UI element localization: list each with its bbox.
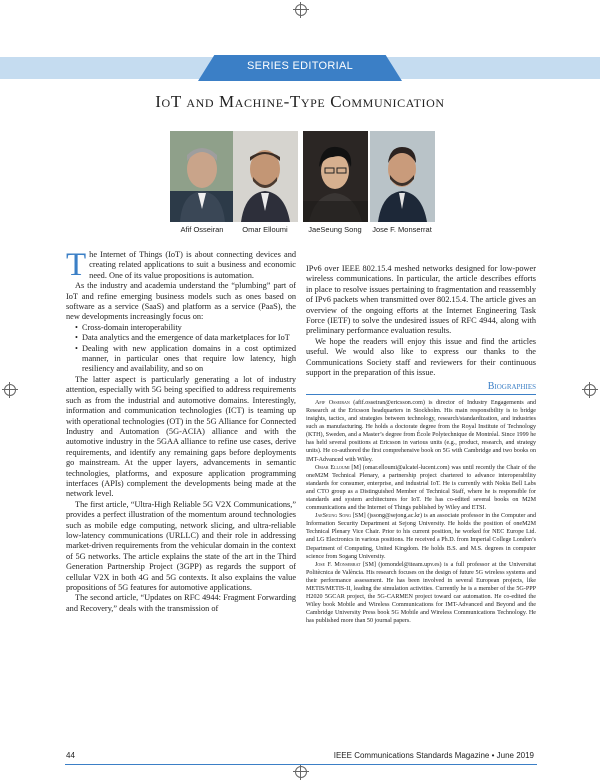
- editor-name: Omar Elloumi: [242, 225, 288, 234]
- body-paragraph: The first article, “Ultra-High Reliable 5G V2X Communications,” provides a perfect illustration of the momentum around technologies such as mobile edge computing, network slicing, and ultra-reliable low-latency communications (URLLC) and their role in addressing market-driven requirements from the vehicular domain in the context of 5G networks. The article explains the state of the art in the Third Generation Partnership Project (3GPP) as regards the support of cellular V2X in both 4G and 5G contexts. It also explains the value propositions of 5G features for automotive applications.: [66, 499, 296, 592]
- editor-photo: [370, 131, 435, 222]
- focus-list: [66, 323, 296, 375]
- registration-mark-top: [295, 4, 307, 16]
- bio-name: JaeSeung Song: [315, 513, 352, 520]
- body-paragraph: The second article, “Updates on RFC 4944: Fragment Forwarding and Recovery,” deals with the transmission of: [66, 593, 296, 613]
- editor-name: Afif Osseiran: [180, 225, 224, 234]
- editor-photo: [170, 131, 235, 222]
- page-number: 44: [66, 751, 75, 760]
- list-item: • Cross-domain interoperability: [75, 323, 296, 333]
- body-paragraph: We hope the readers will enjoy this issue and find the articles useful. We would also like to express our thanks to the Communications Society staff and reviewers for their continuous support in the preparation of this issue.: [306, 336, 536, 378]
- intro-paragraph: The Internet of Things (IoT) is about connecting devices and creating related applications to suit a business and economic need. One of its value propositions is automation.: [66, 247, 296, 283]
- bio-name: Jose F. Monserrat: [315, 561, 361, 568]
- registration-mark-left: [4, 384, 16, 396]
- article-title: IoT and Machine-Type Communication: [155, 92, 445, 111]
- left-column: [66, 247, 296, 614]
- body-paragraph: IPv6 over IEEE 802.15.4 meshed networks designed for low-power wireless communications. In particular, the article describes efforts in place to resolve issues pertaining to fragmentation and reassembly of IPv6 packets when transmitted over 802.15.4. The article gives an overview of the ongoing efforts at the Internet Engineering Task Force (IETF) to solve the undesired issues of RFC 4944, along with preliminary performance evaluation results.: [306, 264, 536, 336]
- biography: JaeSeung Song [SM] (jssong@sejong.ac.kr) is an associate professor in the Computer and Information Security Department at Sejong University. He holds the position of oneM2M Technical Plenary Vice Chair. Prior to his current position, he worked for NEC Europe Ltd. and LG Electronics in various positions. He received a Ph.D. from Imperial College London’s Department of Computing, United Kingdom. He holds B.S. and M.S. degrees in computer science from Sogang University.: [306, 513, 536, 560]
- footer-rule: [65, 764, 537, 765]
- list-item: • Dealing with new application domains in a cost optimized manner, in particular ones that require low latency, high resiliency and availability, and so on: [75, 344, 296, 375]
- bio-name: Omar Elloumi: [315, 464, 350, 471]
- section-label: SERIES EDITORIAL: [246, 60, 354, 72]
- right-column: [306, 264, 536, 626]
- biography: Afif Osseiran (afif.osseiran@ericsson.com) is director of Industry Engagements and Research at the Ericsson headquarters in Stockholm. His main responsibility is to bridge insights, tactics, and strategies between technology, research/standardization, and industries such as manufacturing. He holds a doctorate degree from the Royal Institute of Technology (KTH), Sweden, and a Master’s degree from École Polytechnique de Montréal. Since 1999 he has held several positions at Ericsson in various units (e.g., product, research, and strategy units). He co-authored the first comprehensive book on 5G with Cambridge and two books on IMT-Advanced with Wiley.: [306, 399, 537, 463]
- dropcap: T: [66, 247, 87, 283]
- biography: Jose F. Monserrat [SM] (jomondel@iteam.upv.es) is a full professor at the Universitat Politècnica de València. His research focuses on the design of future 5G wireless systems and their performance assessment. He has been involved in several European projects, like METIS/METIS-II, leading the simulation activities. Currently he is a member of the 5G-PPP H2020 5GCAR project, the 5G-CARMEN project toward car automation. He co-edited the Wiley book Mobile and Wireless Communications for IMT-Advanced and Beyond and the Cambridge University Press book 5G Mobile and Wireless Communications Technology. He has published more than 50 journal papers.: [306, 561, 536, 625]
- list-item: • Data analytics and the emergence of data marketplaces for IoT: [75, 333, 296, 343]
- registration-mark-right: [584, 384, 596, 396]
- editor-photo: [303, 131, 368, 222]
- editor-name: Jose F. Monserrat: [372, 225, 432, 234]
- biography: Omar Elloumi [M] (omar.elloumi@alcatel-lucent.com) was until recently the Chair of the oneM2M Technical Plenary, a partnership project chartered to advance interoperability standards for consumer, enterprise, and industrial IoT. He is currently with Nokia Bell Labs and CTO group as a Distinguished Member of Technical Staff, where he is responsible for standards and system architectures for IoT. He has co-edited several books on M2M communications and the Internet of Things published by Wiley and ETSI.: [306, 464, 537, 512]
- biographies-heading: Biographies: [306, 382, 536, 394]
- editor-name: JaeSeung Song: [308, 225, 362, 234]
- editor-photo: [233, 131, 298, 222]
- magazine-footer: IEEE Communications Standards Magazine • June 2019: [333, 751, 534, 760]
- body-paragraph: As the industry and academia understand the “plumbing” part of IoT and refine emerging business models such as ones based on software as a service (SaaS) and platform as a service (PaaS), the new developments increasingly focus on:: [66, 281, 296, 322]
- body-paragraph: The latter aspect is particularly generating a lot of industry attention, especially with 5G being specified to address requirements such as from the industrial and automotive domains. Interestingly, information and communication technologies (ICT) is teaming up with operational technologies (OT) in the 5G Alliance for Connected Industry and Automation (5G-ACIA) alliance and with the automotive industry in the 5GAA alliance to refine use cases, derive requirements, and identify any remaining gaps before deployments go mainstream. At the upper layers, advancements in semantic technologies, platforms, and exposure application programming interfaces (APIs) complement the developments being made at the network level.: [66, 374, 296, 499]
- registration-mark-bottom: [295, 766, 307, 778]
- bio-name: Afif Osseiran: [315, 399, 350, 406]
